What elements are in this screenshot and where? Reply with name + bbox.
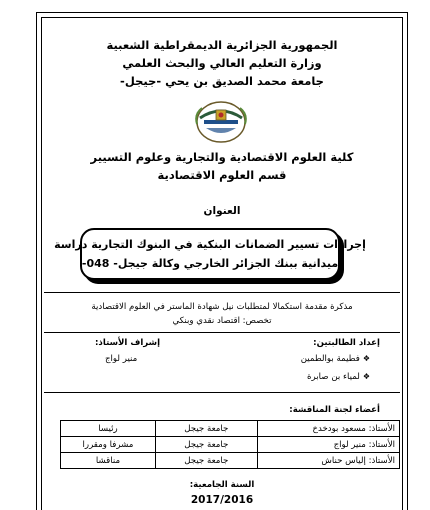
jury-institution: جامعة جيجل <box>155 453 257 469</box>
memo-specialty: تخصص: اقتصاد نقدي وبنكي <box>172 316 272 326</box>
jury-member: الأستاذ: إلياس حناش <box>257 453 399 469</box>
emblem-icon <box>194 100 248 144</box>
title-label: العنوان <box>203 205 241 217</box>
separator-bottom <box>44 392 400 393</box>
bullet-icon: ❖ <box>362 354 370 363</box>
separator-top <box>44 292 400 293</box>
jury-role: مشرفا ومقررا <box>61 437 156 453</box>
thesis-title-line-1: إجراءات تسيير الضمانات البنكية في البنوك التجارية دراسة <box>54 238 366 251</box>
jury-role: رئيسا <box>61 421 156 437</box>
bullet-icon: ❖ <box>362 372 370 381</box>
jury-institution: جامعة جيجل <box>155 421 257 437</box>
table-row <box>61 437 400 453</box>
academic-year-label: السنة الجامعية: <box>189 480 255 490</box>
university-emblem <box>194 100 248 144</box>
table-row <box>61 421 400 437</box>
thesis-title-line-2: ميدانية ببنك الجزائر الخارجي وكالة جيجل- 048- <box>81 257 339 270</box>
department-name: قسم العلوم الاقتصادية <box>157 168 287 182</box>
ministry-title: وزارة التعليم العالي والبحث العلمي <box>122 56 322 70</box>
table-row <box>61 453 400 469</box>
republic-title: الجمهورية الجزائرية الديمقراطية الشعبية <box>106 38 338 52</box>
jury-institution: جامعة جيجل <box>155 437 257 453</box>
thesis-title-box <box>54 228 366 280</box>
faculty-name: كلية العلوم الاقتصادية والتجارية وعلوم التسيير <box>90 150 354 164</box>
jury-role: مناقشا <box>61 453 156 469</box>
jury-member: الأستاذ: مسعود بودخدخ <box>257 421 399 437</box>
students-label: إعداد الطالبتين: <box>313 338 380 348</box>
jury-member: الأستاذ: منير لواج <box>257 437 399 453</box>
jury-label: أعضاء لجنة المناقشة: <box>289 405 380 415</box>
supervisor-name: منير لواج <box>105 354 138 364</box>
university-name: جامعة محمد الصديق بن يحي -جيجل- <box>120 74 324 88</box>
academic-year-value: 2017/2016 <box>190 494 254 506</box>
student-name-1: ❖فطيمة بوالطمين <box>300 354 370 364</box>
jury-table <box>60 420 400 469</box>
memo-line-1: مذكرة مقدمة استكمالا لمتطلبات نيل شهادة الماستر في العلوم الاقتصادية <box>91 302 353 312</box>
separator-middle <box>44 332 400 333</box>
supervisor-label: إشراف الأستاذ: <box>95 338 161 348</box>
student-name-2: ❖لمياء بن صابرة <box>307 372 370 382</box>
